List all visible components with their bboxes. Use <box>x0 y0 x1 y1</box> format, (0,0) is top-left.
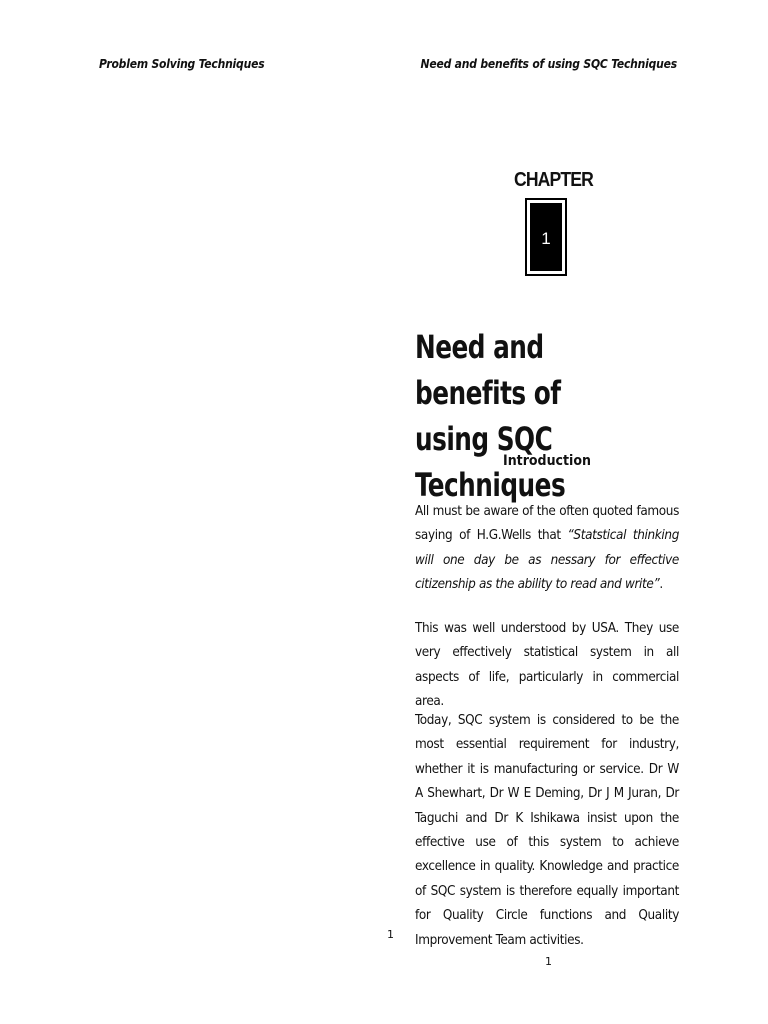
chapter-title-line-2: using SQC Techniques <box>415 420 566 504</box>
running-header-right: Need and benefits of using SQC Techniques <box>420 57 677 71</box>
running-header-left: Problem Solving Techniques <box>99 57 265 71</box>
chapter-number-box <box>525 198 567 276</box>
left-page-number: 1 <box>387 928 394 941</box>
chapter-label: CHAPTER <box>514 169 593 191</box>
paragraph-usa: This was well understood by USA. They use very effectively statistical system in all aspects of life, particularly in commercial area. <box>415 621 679 710</box>
page-number: 1 <box>545 955 552 968</box>
section-heading: Introduction <box>503 453 591 469</box>
wells-quote: “Statstical thinking will one day be as nessary for effective citizenship as the ability to read and write” <box>415 528 679 593</box>
chapter-title <box>415 324 656 508</box>
paragraph-intro <box>415 500 679 598</box>
paragraph-intro-end: . <box>659 577 663 593</box>
chapter-title-line-1: Need and benefits of <box>415 328 561 412</box>
paragraph-intro-text: All must be aware of the often quoted famous saying of H.G.Wells that <box>415 504 679 544</box>
paragraph-sqc-today: Today, SQC system is considered to be the most essential requirement for industry, whether it is manufacturing or service. Dr W A Shewhart, Dr W E Deming, Dr J M Juran, Dr Taguchi and Dr K Ishikawa insist upon the effective use of this system to achieve excellence in quality. Knowledge and practice of SQC system is therefore equally important for Quality Circle functions and Quality Improvement Team activities. <box>415 713 679 948</box>
chapter-number: 1 <box>530 203 562 271</box>
